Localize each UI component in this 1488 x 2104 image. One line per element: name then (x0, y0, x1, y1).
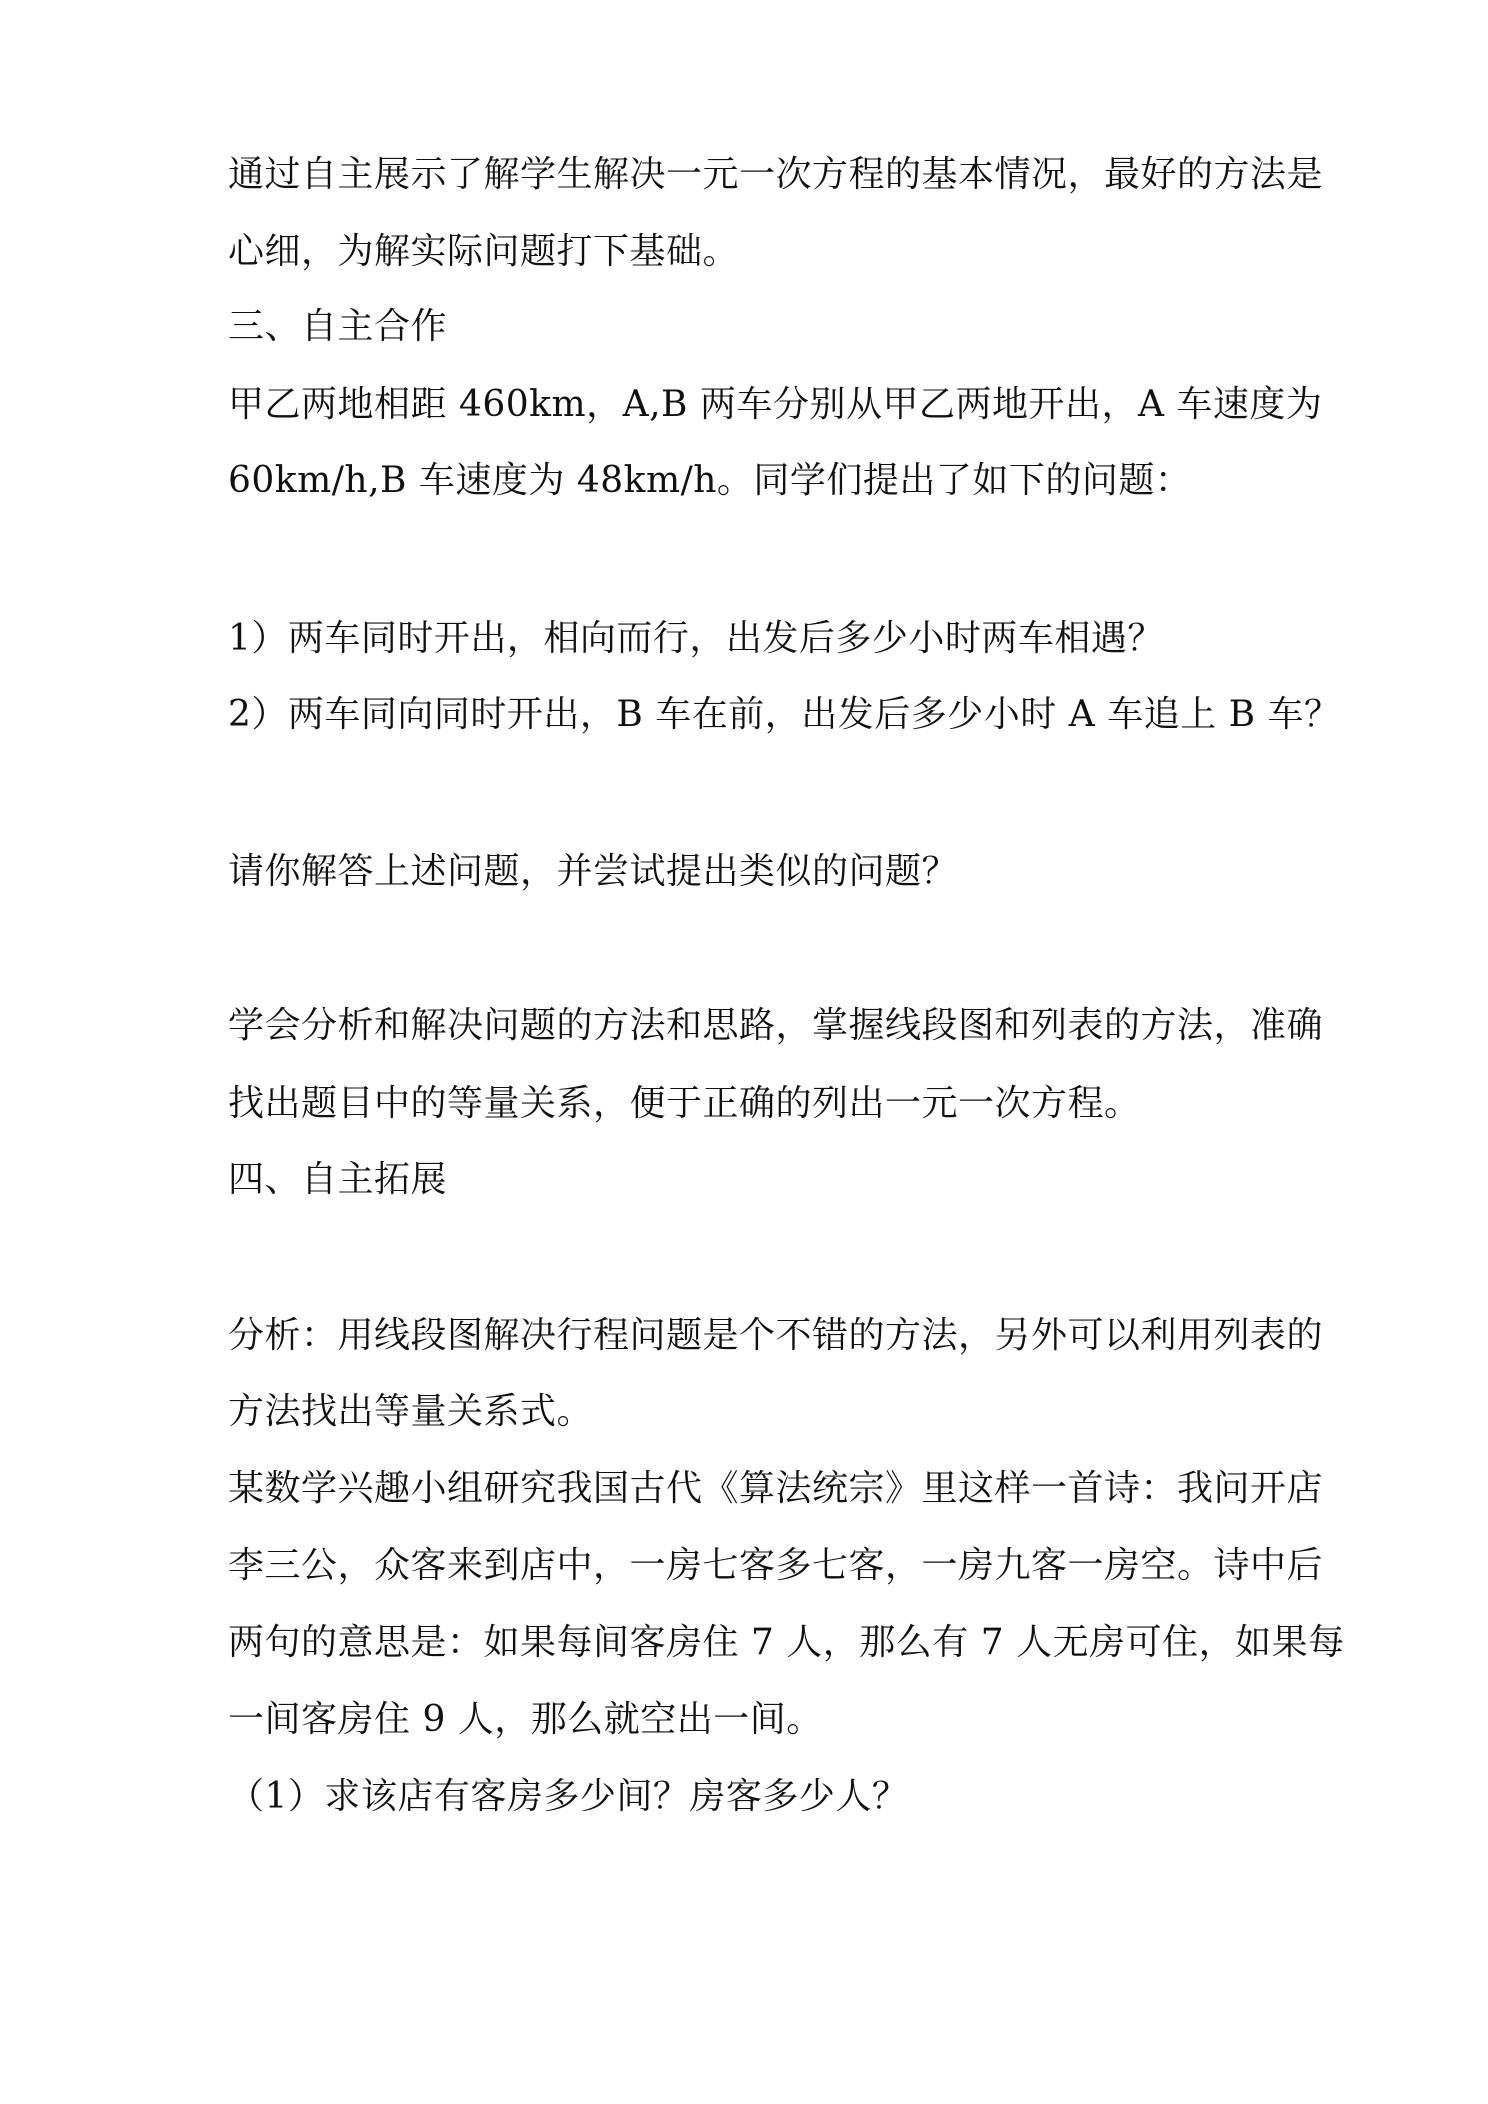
question-line-3: （1）求该店有客房多少间？房客多少人？ (228, 1776, 909, 1817)
paragraph-line-14: 某数学兴趣小组研究我国古代《算法统宗》里这样一首诗：我问开店 (228, 1468, 1324, 1509)
paragraph-line-2: 心细，为解实际问题打下基础。 (228, 231, 740, 272)
paragraph-line-8: 请你解答上述问题，并尝试提出类似的问题？ (228, 851, 959, 892)
paragraph-line-16: 两句的意思是：如果每间客房住 7 人，那么有 7 人无房可住，如果每 (228, 1622, 1345, 1663)
paragraph-line-9: 学会分析和解决问题的方法和思路，掌握线段图和列表的方法，准确 (228, 1005, 1324, 1046)
paragraph-line-15: 李三公，众客来到店中，一房七客多七客，一房九客一房空。诗中后 (228, 1545, 1324, 1586)
section-heading-3: 三、自主合作 (228, 306, 448, 347)
question-line-2: 2）两车同向同时开出，B 车在前，出发后多少小时 A 车追上 B 车？ (228, 694, 1341, 735)
question-line-1: 1）两车同时开出，相向而行，出发后多少小时两车相遇？ (228, 618, 1164, 659)
paragraph-line-17: 一间客房住 9 人，那么就空出一间。 (228, 1699, 823, 1740)
paragraph-line-13: 方法找出等量关系式。 (228, 1391, 594, 1432)
paragraph-line-5: 60km/h,B 车速度为 48km/h。同学们提出了如下的问题： (228, 460, 1192, 501)
section-heading-4: 四、自主拓展 (228, 1159, 448, 1200)
paragraph-line-1: 通过自主展示了解学生解决一元一次方程的基本情况，最好的方法是 (228, 154, 1324, 195)
paragraph-line-10: 找出题目中的等量关系，便于正确的列出一元一次方程。 (228, 1083, 1141, 1124)
paragraph-line-4: 甲乙两地相距 460km，A,B 两车分别从甲乙两地开出，A 车速度为 (228, 384, 1323, 425)
paragraph-line-12: 分析：用线段图解决行程问题是个不错的方法，另外可以利用列表的 (228, 1315, 1324, 1356)
